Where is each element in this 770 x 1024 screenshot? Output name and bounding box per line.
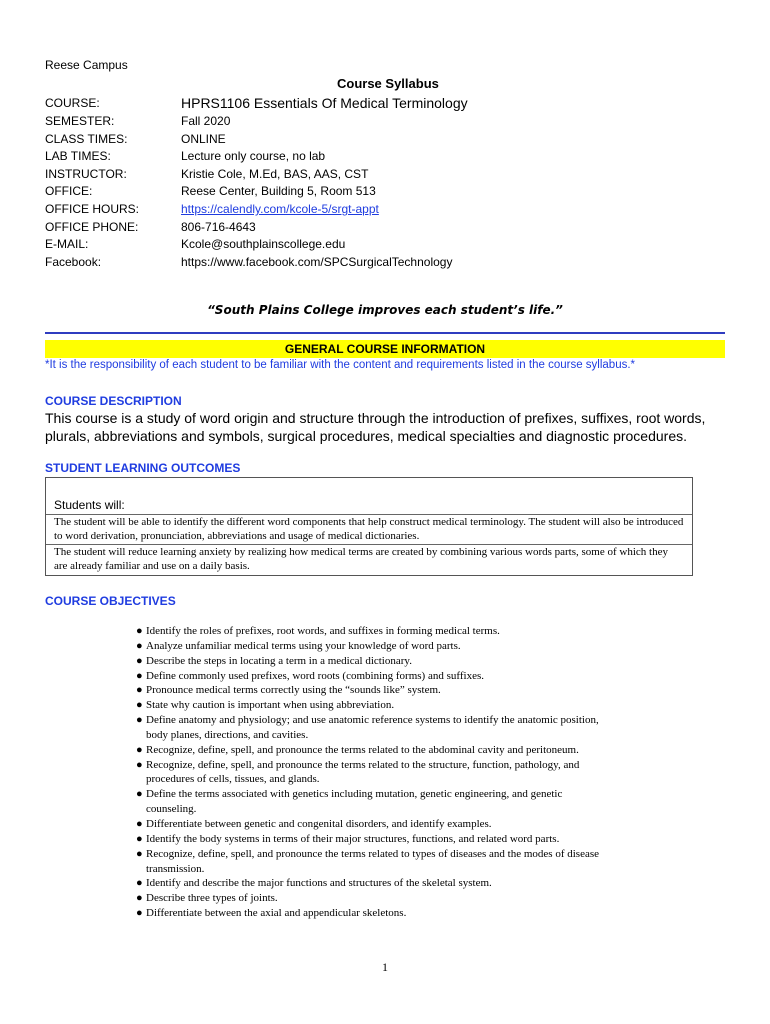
bullet-icon: ● bbox=[136, 877, 143, 890]
bullet-icon: ● bbox=[136, 788, 143, 801]
info-label: COURSE: bbox=[45, 96, 100, 110]
bullet-icon: ● bbox=[136, 847, 143, 860]
responsibility-note: *It is the responsibility of each student to be familiar with the content and requirements listed in the course syllabus.* bbox=[45, 359, 636, 371]
bullet-icon: ● bbox=[136, 832, 143, 845]
list-item: ● Differentiate between the axial and appendicular skeletons. bbox=[136, 907, 407, 920]
info-value: Fall 2020 bbox=[181, 114, 231, 128]
bullet-icon: ● bbox=[136, 743, 143, 756]
general-info-heading: GENERAL COURSE INFORMATION bbox=[45, 340, 725, 358]
list-item: ● Identify and describe the major functions and structures of the skeletal system. bbox=[136, 877, 492, 890]
list-item: ● Define the terms associated with genetics including mutation, genetic engineering, and genetic counseling. bbox=[136, 788, 563, 816]
page-number: 1 bbox=[382, 960, 388, 974]
info-label: OFFICE HOURS: bbox=[45, 201, 140, 216]
info-row-course bbox=[45, 94, 735, 113]
syllabus-title: Course Syllabus bbox=[337, 76, 439, 91]
info-value: HPRS1106 Essentials Of Medical Terminology bbox=[181, 95, 468, 111]
list-item: ● Describe three types of joints. bbox=[136, 892, 278, 905]
info-label: SEMESTER: bbox=[45, 114, 115, 128]
list-item: ● Recognize, define, spell, and pronounce the terms related to the abdominal cavity and peritoneum. bbox=[136, 743, 579, 756]
info-label: OFFICE: bbox=[45, 184, 93, 199]
campus-name: Reese Campus bbox=[45, 58, 128, 72]
info-row-semester bbox=[45, 113, 735, 131]
course-description-heading: COURSE DESCRIPTION bbox=[45, 394, 182, 408]
outcomes-intro: Students will: bbox=[54, 498, 125, 512]
office-hours-link[interactable]: https://calendly.com/kcole-5/srgt-appt bbox=[181, 201, 379, 216]
college-motto: “South Plains College improves each student’s life.” bbox=[207, 303, 563, 317]
learning-outcomes-heading: STUDENT LEARNING OUTCOMES bbox=[45, 461, 241, 475]
info-row-office-phone bbox=[45, 219, 735, 237]
info-row-office-hours bbox=[45, 201, 735, 219]
list-item: ● Analyze unfamiliar medical terms using your knowledge of word parts. bbox=[136, 639, 461, 652]
info-label: INSTRUCTOR: bbox=[45, 166, 127, 181]
list-item: ● Identify the roles of prefixes, root words, and suffixes in forming medical terms. bbox=[136, 625, 500, 637]
bullet-icon: ● bbox=[136, 699, 143, 712]
info-value: Lecture only course, no lab bbox=[181, 149, 326, 164]
bullet-icon: ● bbox=[136, 714, 143, 727]
list-item: ● Differentiate between genetic and congenital disorders, and identify examples. bbox=[136, 817, 492, 830]
bullet-icon: ● bbox=[136, 892, 143, 905]
info-row-office bbox=[45, 183, 735, 201]
info-row-instructor bbox=[45, 166, 735, 184]
info-value: Kristie Cole, M.Ed, BAS, AAS, CST bbox=[181, 166, 369, 181]
info-value: Reese Center, Building 5, Room 513 bbox=[181, 184, 376, 199]
course-info-block bbox=[45, 94, 735, 271]
info-label: CLASS TIMES: bbox=[45, 131, 128, 146]
list-item: ● Recognize, define, spell, and pronounce the terms related to types of diseases and the modes of disease transmission. bbox=[136, 847, 599, 875]
info-label: E-MAIL: bbox=[45, 237, 89, 252]
info-row-lab-times bbox=[45, 148, 735, 166]
info-value: 806-716-4643 bbox=[181, 219, 256, 234]
list-item: ● Identify the body systems in terms of their major structures, functions, and related word parts. bbox=[136, 832, 560, 845]
learning-outcomes-table bbox=[45, 477, 693, 576]
outcome-item: The student will be able to identify the different word components that help construct medical terminology. The student will also be introduced to word derivation, pronunciation, abbreviations and usage of medical dictionaries. bbox=[46, 514, 692, 544]
course-objectives-heading: COURSE OBJECTIVES bbox=[45, 594, 176, 608]
bullet-icon: ● bbox=[136, 654, 143, 667]
info-row-class-times bbox=[45, 131, 735, 149]
info-label: OFFICE PHONE: bbox=[45, 219, 139, 234]
list-item: ● Define anatomy and physiology; and use anatomic reference systems to identify the anatomic position, body planes, directions, and cavities. bbox=[136, 714, 599, 741]
objectives-list bbox=[136, 624, 606, 921]
info-label: LAB TIMES: bbox=[45, 149, 111, 164]
info-value: Kcole@southplainscollege.edu bbox=[181, 237, 346, 252]
info-row-facebook bbox=[45, 254, 735, 272]
bullet-icon: ● bbox=[136, 669, 143, 682]
outcome-item: The student will reduce learning anxiety by realizing how medical terms are created by combining various words parts, some of which they are already familiar and use on a daily basis. bbox=[46, 544, 692, 575]
bullet-icon: ● bbox=[136, 684, 143, 697]
bullet-icon: ● bbox=[136, 625, 143, 637]
bullet-icon: ● bbox=[136, 639, 143, 652]
list-item: ● Define commonly used prefixes, word roots (combining forms) and suffixes. bbox=[136, 669, 484, 682]
info-value: ONLINE bbox=[181, 131, 226, 146]
course-description-text: This course is a study of word origin and structure through the introduction of prefixes, suffixes, root words, plurals, abbreviations and symbols, surgical procedures, medical specialties and diagnostic procedures. bbox=[45, 410, 706, 444]
list-item: ● State why caution is important when using abbreviation. bbox=[136, 699, 395, 712]
info-label: Facebook: bbox=[45, 254, 102, 269]
list-item: ● Pronounce medical terms correctly using the “sounds like” system. bbox=[136, 684, 441, 697]
info-value: https://www.facebook.com/SPCSurgicalTechnology bbox=[181, 254, 453, 269]
list-item: ● Describe the steps in locating a term in a medical dictionary. bbox=[136, 654, 412, 667]
section-divider bbox=[45, 332, 725, 334]
list-item: ● Recognize, define, spell, and pronounce the terms related to the structure, function, pathology, and procedures of cells, tissues, and glands. bbox=[136, 758, 580, 786]
bullet-icon: ● bbox=[136, 758, 143, 771]
bullet-icon: ● bbox=[136, 817, 143, 830]
bullet-icon: ● bbox=[136, 907, 143, 920]
info-row-email bbox=[45, 236, 735, 254]
